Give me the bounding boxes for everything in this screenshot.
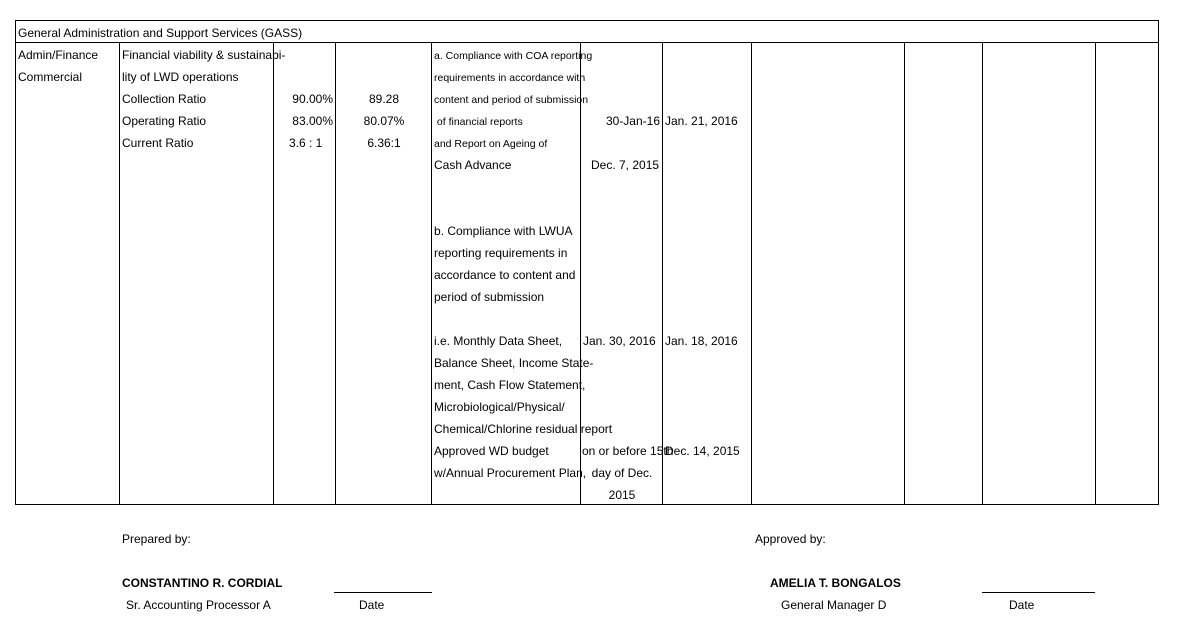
approved-by-name: AMELIA T. BONGALOS (770, 576, 901, 590)
prepared-by-name: CONSTANTINO R. CORDIAL (122, 576, 283, 590)
unit-commercial: Commercial (18, 70, 83, 84)
actual-collection-ratio: 89.28 (368, 92, 400, 106)
submitted-coa: Jan. 21, 2016 (665, 114, 738, 128)
prepared-by-title: Sr. Accounting Processor A (126, 598, 271, 612)
deadline-budget-line: on or before 15th (582, 444, 674, 458)
activity-ie-line: Microbiological/Physical/ (434, 400, 565, 414)
approved-date-label: Date (1009, 598, 1035, 612)
activity-a-line: and Report on Ageing of (434, 138, 548, 150)
deadline-budget-line: 2015 (608, 488, 636, 502)
prepared-by-label: Prepared by: (122, 532, 191, 546)
activity-ie-line: ment, Cash Flow Statement, (434, 378, 586, 392)
current-ratio-label: Current Ratio (122, 136, 194, 150)
activity-b-line: b. Compliance with LWUA (434, 224, 573, 238)
prepared-date-label: Date (359, 598, 385, 612)
target-operating-ratio: 83.00% (292, 114, 333, 128)
approved-by-label: Approved by: (755, 532, 826, 546)
section-title: General Administration and Support Services (GASS) (18, 26, 303, 40)
actual-operating-ratio: 80.07% (363, 114, 405, 128)
activity-ie-line: Balance Sheet, Income State- (434, 356, 594, 370)
submitted-lwua: Jan. 18, 2016 (665, 334, 738, 348)
activity-b-line: accordance to content and (434, 268, 576, 282)
objective-line: lity of LWD operations (122, 70, 239, 84)
activity-a-line: requirements in accordance with (434, 72, 586, 84)
deadline-budget-line: day of Dec. (591, 466, 653, 480)
activity-ie-line: w/Annual Procurement Plan, (434, 466, 587, 480)
activity-a-cash-advance: Cash Advance (434, 158, 512, 172)
unit-admin-finance: Admin/Finance (18, 48, 99, 62)
activity-a-line: content and period of submission (434, 94, 589, 106)
collection-ratio-label: Collection Ratio (122, 92, 207, 106)
activity-a-line: of financial reports (434, 116, 523, 128)
submitted-budget: Dec. 14, 2015 (665, 444, 740, 458)
approved-date-line (982, 592, 1095, 593)
target-current-ratio: 3.6 : 1 (289, 136, 323, 150)
activity-b-line: period of submission (434, 290, 545, 304)
activity-ie-line: Approved WD budget (434, 444, 549, 458)
operating-ratio-label: Operating Ratio (122, 114, 207, 128)
activity-a-line: a. Compliance with COA reporting (434, 50, 593, 62)
deadline-lwua: Jan. 30, 2016 (583, 334, 656, 348)
target-collection-ratio: 90.00% (292, 92, 333, 106)
prepared-date-line (334, 592, 432, 593)
activity-b-line: reporting requirements in (434, 246, 568, 260)
approved-by-title: General Manager D (781, 598, 887, 612)
objective-line: Financial viability & sustainabi- (122, 48, 286, 62)
activity-ie-line: i.e. Monthly Data Sheet, (434, 334, 563, 348)
deadline-cash-advance: Dec. 7, 2015 (591, 158, 660, 172)
actual-current-ratio: 6.36:1 (367, 136, 401, 150)
activity-ie-line: Chemical/Chlorine residual report (434, 422, 613, 436)
deadline-coa: 30-Jan-16 (605, 114, 660, 128)
